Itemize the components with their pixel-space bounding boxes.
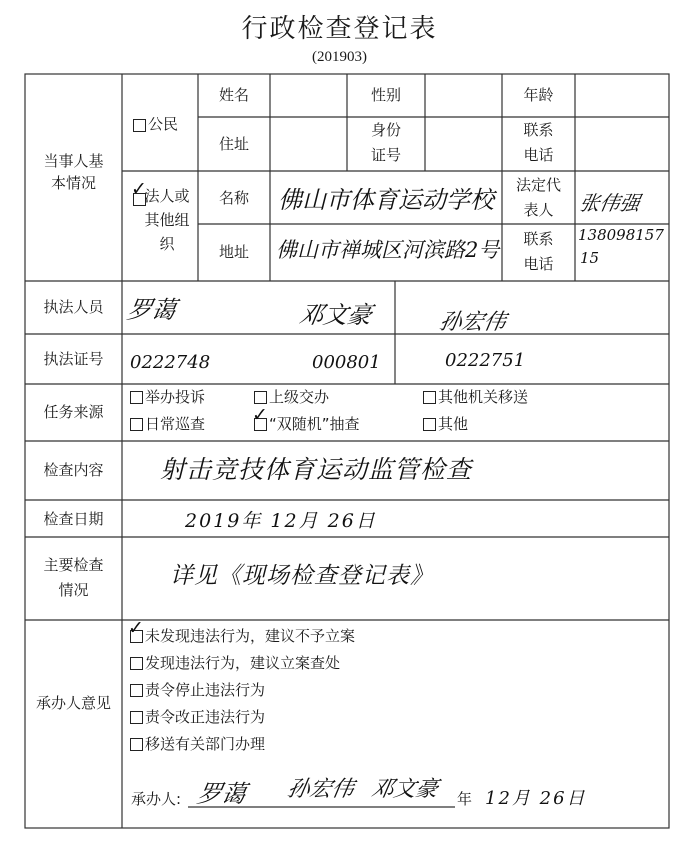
opinion-option-2: 发现违法行为，建议立案查处 xyxy=(145,654,341,672)
task-option-other-checkbox[interactable] xyxy=(423,418,436,431)
task-option-superior: 上级交办 xyxy=(269,388,330,406)
date-label: 检查日期 xyxy=(43,510,104,528)
org-option-label xyxy=(130,184,196,256)
task-option-patrol: 日常巡查 xyxy=(145,415,206,433)
task-option-patrol-checkbox[interactable] xyxy=(130,418,143,431)
org-address-value: 佛山市禅城区河滨路2号 xyxy=(276,238,500,262)
org-phone-label-text: 联系电话 xyxy=(523,230,554,273)
id-label-text: 身份证号 xyxy=(370,121,401,164)
task-option-transfer-checkbox[interactable] xyxy=(423,391,436,404)
gender-label: 性别 xyxy=(370,86,401,104)
org-name-value: 佛山市体育运动学校 xyxy=(278,186,494,214)
opinion-option-5: 移送有关部门办理 xyxy=(145,735,266,753)
officer-signature-1: 罗蔼 xyxy=(125,296,179,324)
party-section-label xyxy=(25,150,122,194)
legal-rep-label xyxy=(502,173,575,223)
task-option-complaint-checkbox[interactable] xyxy=(130,391,143,404)
main-label-text: 主要检查情况 xyxy=(43,556,104,599)
content-value: 射击竞技体育运动监管检查 xyxy=(160,455,473,484)
officer-cert-2: 000801 xyxy=(312,352,381,373)
task-source-label: 任务来源 xyxy=(43,403,104,421)
opinion-label-text: 承办人意见 xyxy=(35,694,111,712)
handler-label: 承办人: xyxy=(131,790,182,808)
org-checkmark-icon: ✓ xyxy=(131,178,147,200)
form-code: (201903) xyxy=(312,49,367,65)
task-option-transfer: 其他机关移送 xyxy=(438,388,529,406)
opinion-option-5-checkbox[interactable] xyxy=(130,738,143,751)
officer-signature-3: 孙宏伟 xyxy=(437,310,508,335)
cert-label: 执法证号 xyxy=(43,350,104,368)
task-option-complaint: 举办投诉 xyxy=(145,388,206,406)
form-title: 行政检查登记表 xyxy=(241,14,438,44)
legal-rep-signature: 张伟强 xyxy=(577,191,642,215)
officer-cert-1: 0222748 xyxy=(130,352,211,373)
org-option-text: 法人或其他组织 xyxy=(144,187,190,253)
age-label: 年龄 xyxy=(523,86,554,104)
main-label xyxy=(25,553,122,603)
officer-signature-2: 邓文豪 xyxy=(297,301,375,329)
address-label: 住址 xyxy=(218,135,249,153)
task-option-other: 其他 xyxy=(438,415,469,433)
id-label xyxy=(347,118,425,168)
org-phone-line2: 15 xyxy=(580,249,600,267)
phone-label xyxy=(502,118,575,168)
opinion-option-3-checkbox[interactable] xyxy=(130,684,143,697)
opinion-option-1: 未发现违法行为，建议不予立案 xyxy=(145,627,356,645)
opinion-option-4-checkbox[interactable] xyxy=(130,711,143,724)
sign-month-day: 12月 26日 xyxy=(485,788,587,809)
content-label: 检查内容 xyxy=(43,461,104,479)
opinion-label xyxy=(25,690,122,716)
handler-signature-1: 罗蔼 xyxy=(195,780,249,808)
org-name-label: 名称 xyxy=(218,189,249,207)
task-option-superior-checkbox[interactable] xyxy=(254,391,267,404)
opinion-option-4: 责令改正违法行为 xyxy=(145,708,266,726)
party-label-text: 当事人基本情况 xyxy=(43,152,104,192)
date-value: 2019年 12月 26日 xyxy=(185,510,377,532)
name-label: 姓名 xyxy=(218,86,249,104)
task-option-random: “双随机”抽查 xyxy=(269,415,360,433)
opinion-checkmark-icon: ✓ xyxy=(128,617,144,639)
citizen-checkbox[interactable] xyxy=(133,119,146,132)
officers-label: 执法人员 xyxy=(43,298,104,316)
officer-cert-3: 0222751 xyxy=(445,350,526,371)
org-address-label: 地址 xyxy=(218,243,249,261)
org-phone-line1: 138098157 xyxy=(578,226,664,244)
handler-signature-3: 邓文豪 xyxy=(369,777,440,802)
main-value: 详见《现场检查登记表》 xyxy=(170,563,434,589)
org-phone-label xyxy=(502,227,575,277)
phone-label-text: 联系电话 xyxy=(523,121,554,164)
citizen-option-label: 公民 xyxy=(148,115,179,133)
opinion-option-3: 责令停止违法行为 xyxy=(145,681,266,699)
sign-year-suffix: 年 xyxy=(457,790,473,808)
legal-rep-text: 法定代表人 xyxy=(515,176,561,219)
handler-signature-2: 孙宏伟 xyxy=(285,777,356,802)
task-random-checkmark-icon: ✓ xyxy=(252,404,268,426)
opinion-option-2-checkbox[interactable] xyxy=(130,657,143,670)
